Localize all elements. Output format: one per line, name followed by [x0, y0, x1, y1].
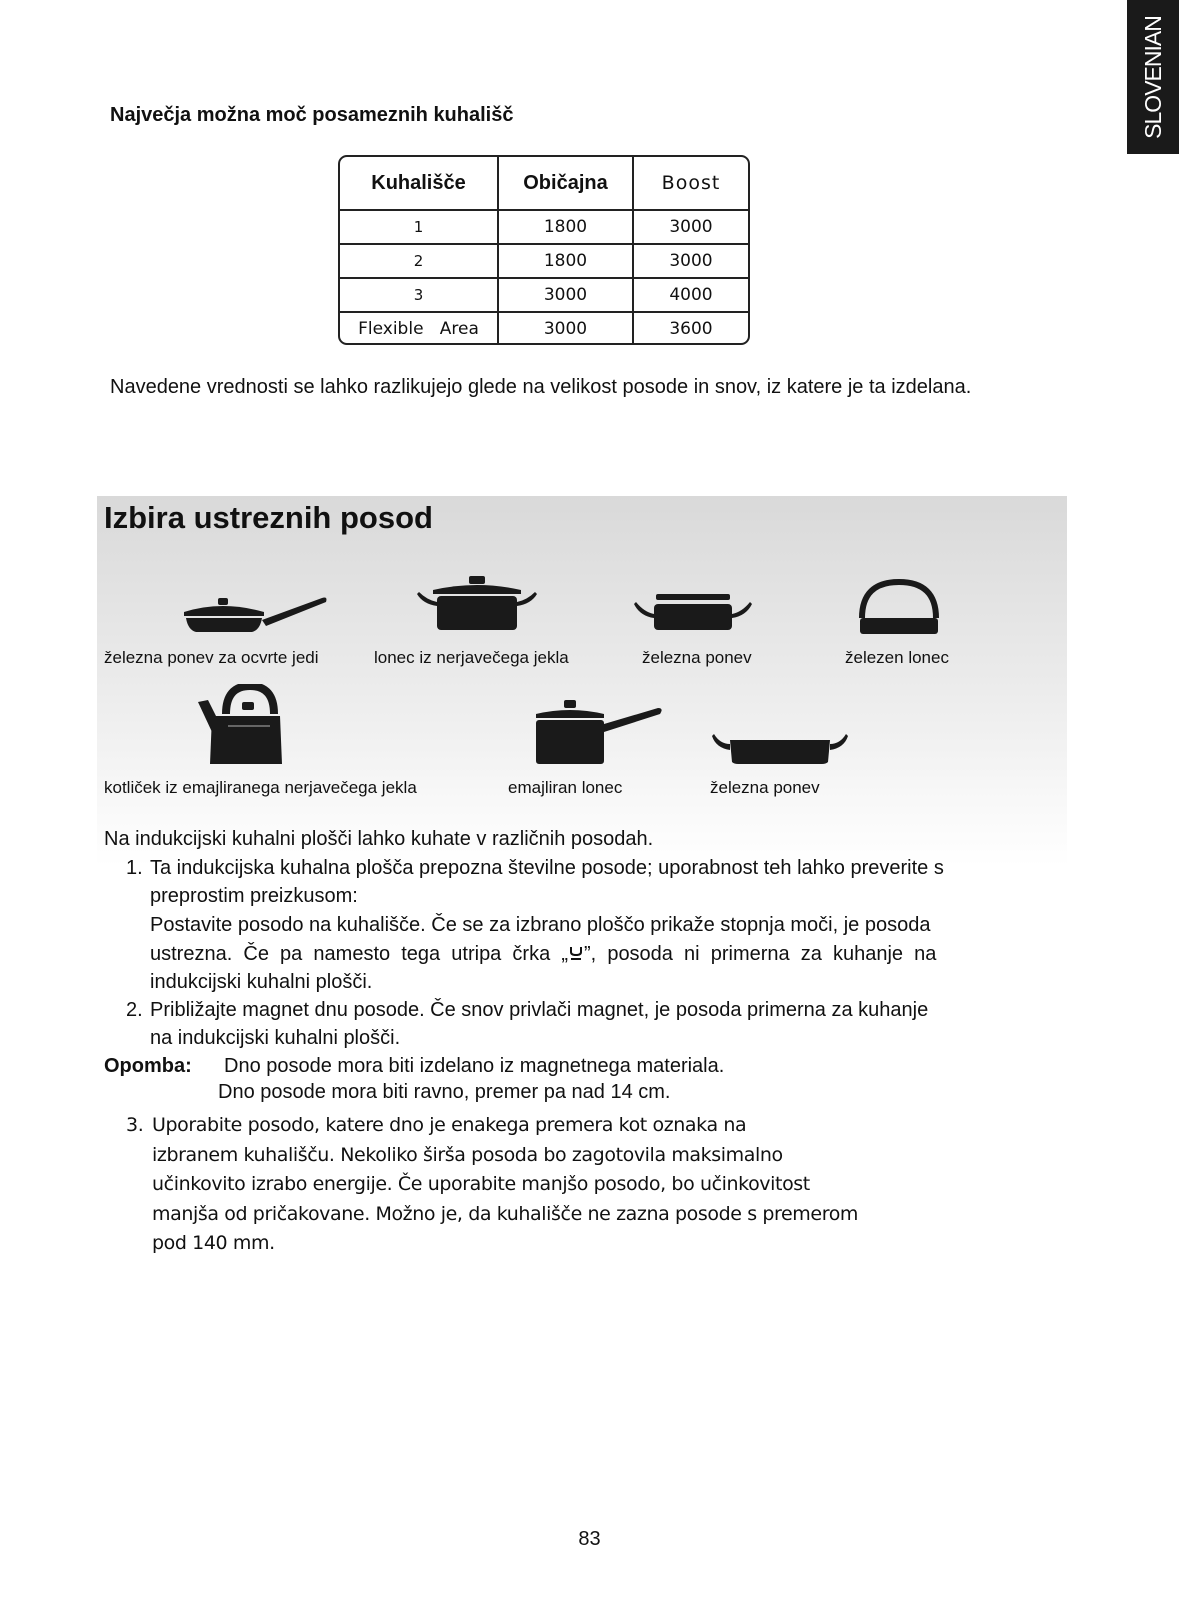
cell-boost: 3600 [633, 312, 748, 345]
item3-line: učinkovito izrabo energije. Če uporabite manjšo posodo, bo učinkovitost [152, 1173, 810, 1195]
pot-label: železna ponev [710, 778, 820, 797]
iron-pan-icon [634, 594, 752, 634]
table-header-row [340, 157, 748, 210]
page-number: 83 [578, 1528, 601, 1550]
table-note: Navedene vrednosti se lahko razlikujejo glede na velikost posode in snov, iz katere je ta izdelana. [110, 376, 972, 398]
item1-number: 1. [126, 857, 143, 879]
cell-normal: 3000 [498, 312, 633, 345]
item1-line [150, 942, 936, 966]
table-row [340, 278, 748, 312]
item3-line: pod 140 mm. [152, 1232, 275, 1254]
cell-zone: 1 [340, 210, 498, 244]
item3-line: Uporabite posodo, katere dno je enakega premera kot oznaka na [152, 1114, 747, 1136]
item3-line: izbranem kuhališču. Nekoliko širša posoda bo zagotovila maksimalno [152, 1144, 783, 1166]
item1-line: Ta indukcijska kuhalna plošča prepozna številne posode; uporabnost teh lahko preverite s [150, 857, 944, 879]
section-title: Izbira ustreznih posod [104, 500, 433, 535]
item2-line: na indukcijski kuhalni plošči. [150, 1027, 401, 1049]
iron-pot-icon [856, 578, 942, 636]
cell-zone: 3 [340, 278, 498, 312]
table-heading: Največja možna moč posameznih kuhališč [110, 104, 514, 126]
flat-pan-icon [712, 734, 848, 766]
blink-letter-u-icon [568, 942, 584, 962]
note-label: Opomba: [104, 1055, 192, 1077]
item3-line: manjša od pričakovane. Možno je, da kuhališče ne zazna posode s premerom [152, 1203, 859, 1225]
item3-number: 3. [126, 1114, 144, 1136]
cell-normal: 3000 [498, 278, 633, 312]
table-row [340, 244, 748, 278]
language-tab-label: SLOVENIAN [1139, 15, 1166, 139]
item1-line4-before: ustrezna. Če pa namesto tega utripa črka „ [150, 943, 568, 965]
cell-zone: 2 [340, 244, 498, 278]
pot-label: kotliček iz emajliranega nerjavečega jekla [104, 778, 417, 797]
cell-boost: 3000 [633, 244, 748, 278]
cell-boost: 4000 [633, 278, 748, 312]
table-row [340, 210, 748, 244]
note-line: Dno posode mora biti izdelano iz magnetnega materiala. [224, 1055, 725, 1077]
pot-label: železna ponev za ocvrte jedi [104, 648, 319, 667]
power-table [338, 155, 750, 345]
item1-line: Postavite posodo na kuhališče. Če se za izbrano ploščo prikaže stopnja moči, je posoda [150, 914, 931, 936]
cell-normal: 1800 [498, 244, 633, 278]
pot-label: emajliran lonec [508, 778, 623, 797]
stainless-pot-icon [417, 576, 537, 632]
kettle-icon [198, 684, 288, 766]
saucepan-icon [534, 700, 662, 766]
cell-zone: Flexible Area [340, 312, 498, 345]
pot-label: železen lonec [845, 648, 949, 667]
column-header-boost: Boost [633, 157, 748, 210]
pot-label: železna ponev [642, 648, 752, 667]
frying-pan-with-lid-icon [182, 590, 328, 636]
item2-line: Približajte magnet dnu posode. Če snov privlači magnet, je posoda primerna za kuhanje [150, 999, 929, 1021]
note-line: Dno posode mora biti ravno, premer pa nad 14 cm. [218, 1081, 671, 1103]
intro-text: Na indukcijski kuhalni plošči lahko kuhate v različnih posodah. [104, 828, 654, 850]
table-row [340, 312, 748, 345]
column-header-normal: Običajna [498, 157, 633, 210]
pot-label: lonec iz nerjavečega jekla [374, 648, 569, 667]
cookware-panel [97, 496, 1067, 866]
cell-normal: 1800 [498, 210, 633, 244]
item1-line4-after: ”, posoda ni primerna za kuhanje na [583, 943, 937, 965]
language-tab [1127, 0, 1179, 154]
item1-line: preprostim preizkusom: [150, 885, 358, 907]
column-header-zone: Kuhališče [340, 157, 498, 210]
item2-number: 2. [126, 999, 143, 1021]
cell-boost: 3000 [669, 217, 713, 237]
item1-line: indukcijski kuhalni plošči. [150, 971, 373, 993]
